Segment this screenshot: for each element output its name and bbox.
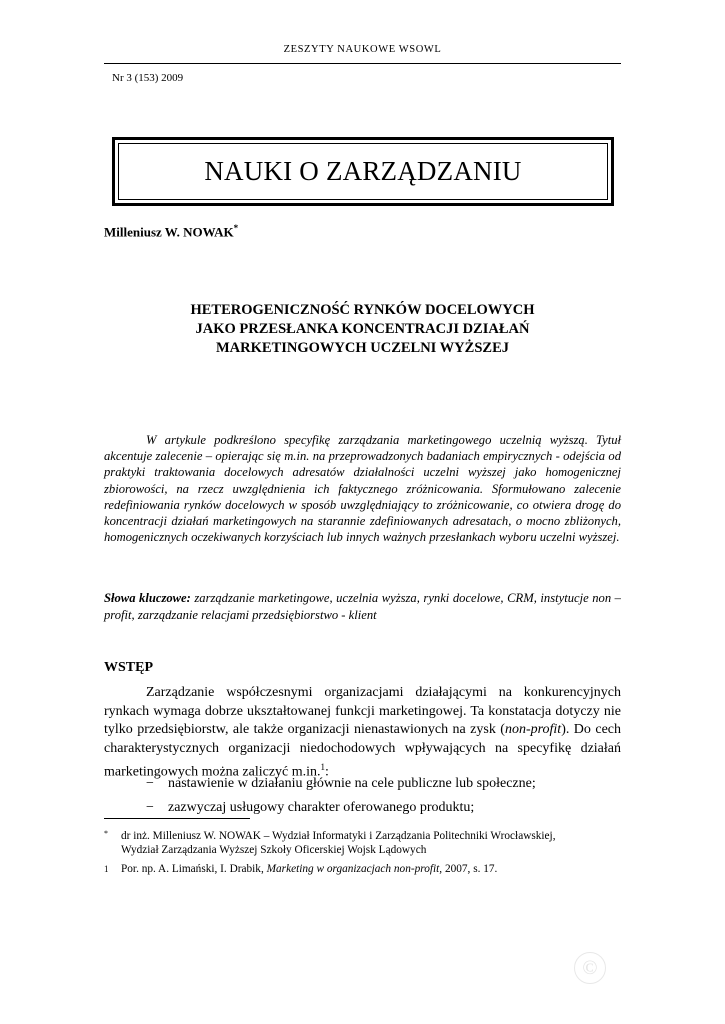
list-item — [146, 772, 621, 796]
author-name: Milleniusz W. NOWAK — [104, 224, 234, 240]
footnote — [104, 829, 621, 857]
keywords-text: zarządzanie marketingowe, uczelnia wyższa, rynki docelowe, CRM, instytucje non – profit, zarządzanie relacjami przedsiębiorstwo - klient — [104, 591, 621, 622]
footnote-text-part: Por. np. A. Limański, I. Drabik, — [121, 863, 267, 875]
article-title — [104, 301, 621, 358]
intro-text-tail: : — [325, 764, 329, 780]
circle-mark-icon: © — [574, 952, 606, 984]
intro-text-cont: ). Do cech charakterystycznych organizacji niedochodowych wpływających na specyfikę działań marketingowych można zaliczyć m.in. — [104, 722, 621, 780]
footnote-mark: 1 — [104, 864, 109, 874]
footnote-text: Wydział Zarządzania Wyższej Szkoły Oficerskiej Wojsk Lądowych — [121, 844, 427, 856]
footnote — [104, 862, 621, 876]
list-item-text: zazwyczaj usługowy charakter oferowanego produktu; — [168, 800, 475, 815]
header-rule — [104, 63, 621, 64]
section-title-box — [112, 137, 614, 206]
article-title-line: MARKETINGOWYCH UCZELNI WYŻSZEJ — [215, 340, 509, 356]
issue-number: Nr 3 (153) 2009 — [112, 72, 184, 84]
keywords — [104, 590, 621, 624]
section-title: NAUKI O ZARZĄDZANIU — [118, 143, 608, 200]
author — [104, 223, 238, 240]
dash-bullet-icon: − — [146, 776, 154, 791]
article-title-line: JAKO PRZESŁANKA KONCENTRACJI DZIAŁAŃ — [195, 321, 530, 337]
footnote-text: dr inż. Milleniusz W. NOWAK – Wydział Informatyki i Zarządzania Politechniki Wrocławskiej, — [121, 830, 556, 842]
footnote-mark: * — [104, 829, 108, 838]
intro-italic: non-profit — [504, 722, 562, 737]
list-item — [146, 796, 621, 820]
footnote-text — [121, 862, 621, 876]
bullet-list — [146, 772, 621, 820]
intro-text: Zarządzanie współczesnymi organizacjami działającymi na konkurencyjnych rynkach wymaga dobrze ukształtowanej funkcji marketingowej. Ta konstatacja dotyczy nie tylko przedsiębiorstw, ale także organizacji nienastawionych na zysk ( — [104, 685, 621, 737]
section-heading: WSTĘP — [104, 660, 154, 675]
author-footnote-mark: * — [233, 223, 239, 233]
article-title-line: HETEROGENICZNOŚĆ RYNKÓW DOCELOWYCH — [190, 302, 535, 318]
dash-bullet-icon: − — [146, 800, 154, 815]
footnote-text-part: 2007, s. 17. — [442, 863, 498, 875]
journal-name: ZESZYTY NAUKOWE WSOWL — [283, 44, 442, 55]
footnote-rule — [104, 818, 250, 819]
intro-paragraph — [104, 684, 621, 782]
abstract: W artykule podkreślono specyfikę zarządzania marketingowego uczelnią wyższą. Tytuł akcentuje zalecenie – opierając się m.in. na przeprowadzonych badaniach empirycznych - odejścia od praktyki traktowania docelowych adresatów działalności uczelni wyższej jako homogenicznej zbiorowości, na rzecz uwzględnienia ich faktycznego zróżnicowania. Sformułowano zalecenie redefiniowania rynków docelowych w sposób uwzględniający to zróżnicowanie, co otwiera drogę do koncentracji działań marketingowych na starannie zdefiniowanych adresatach, o mocno zbliżonych, homogenicznych oczekiwanych korzyściach lub innych ważnych przesłankach wyboru uczelni wyższej. — [104, 433, 621, 545]
keywords-label: Słowa kluczowe: — [104, 591, 191, 605]
footnote-italic: Marketing w organizacjach non-profit, — [266, 863, 443, 875]
footnote-ref: 1 — [320, 762, 326, 772]
list-item-text: nastawienie w działaniu głównie na cele publiczne lub społeczne; — [168, 776, 536, 791]
